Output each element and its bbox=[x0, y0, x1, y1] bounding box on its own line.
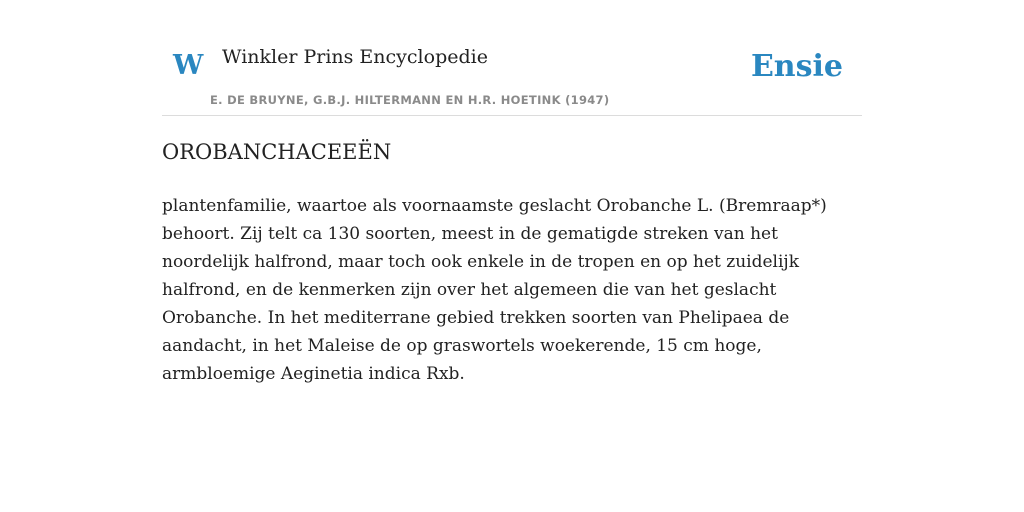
publication-title[interactable]: Winkler Prins Encyclopedie bbox=[222, 46, 488, 68]
publication-authors: E. DE BRUYNE, G.B.J. HILTERMANN EN H.R. HOETINK (1947) bbox=[210, 93, 610, 107]
entry-title: OROBANCHACEEËN bbox=[162, 140, 392, 164]
site-header bbox=[162, 0, 862, 116]
entry-body: plantenfamilie, waartoe als voornaamste geslacht Orobanche L. (Bremraap*) behoort. Zij telt ca 130 soorten, meest in de gematigde streken van het noordelijk halfrond, maar toch ook enkele in de tropen en op het zuidelijk halfrond, en de kenmerken zijn over het algemeen die van het geslacht Orobanche. In het mediterrane gebied trekken soorten van Phelipaea de aandacht, in het Maleise de op graswortels woekerende, 15 cm hoge, armbloemige Aeginetia indica Rxb. bbox=[162, 196, 827, 384]
winkler-prins-logo[interactable]: W bbox=[173, 50, 204, 81]
ensie-logo[interactable]: Ensie bbox=[750, 49, 843, 84]
page-container bbox=[162, 0, 862, 512]
